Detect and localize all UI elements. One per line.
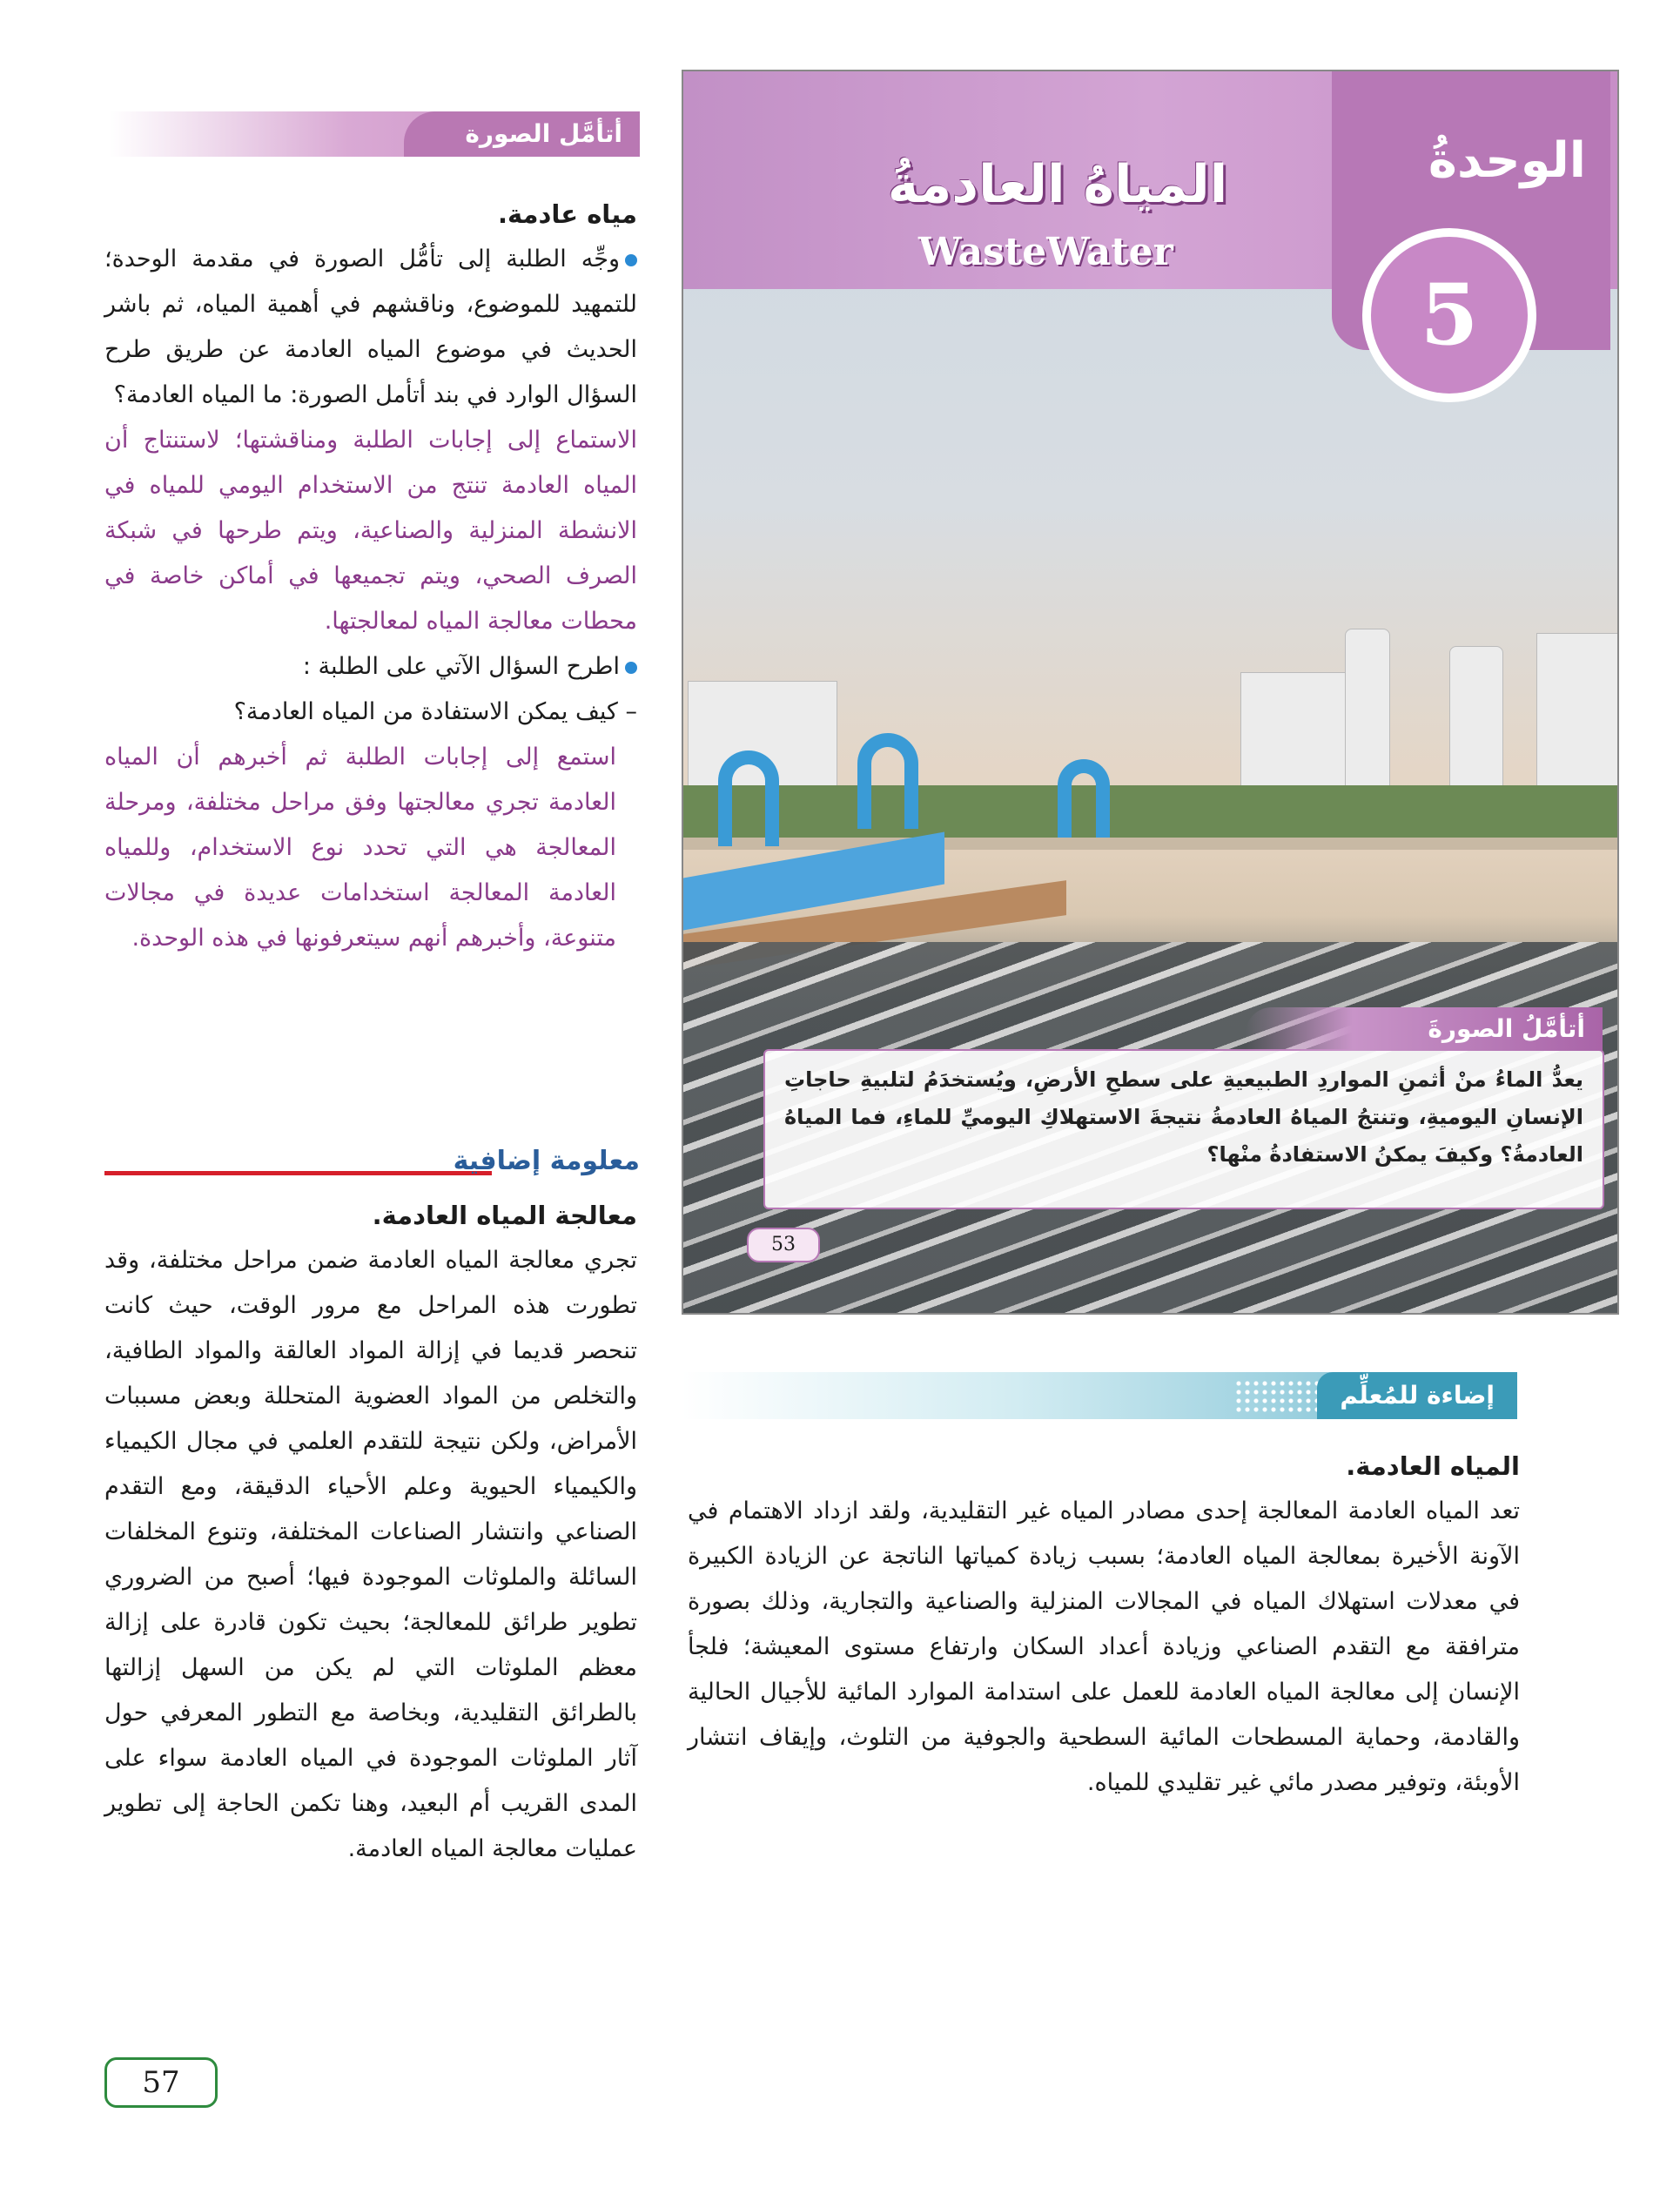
extra-info-header [104, 1146, 640, 1181]
page-number: 57 [104, 2057, 218, 2108]
section-heading: مياه عادمة. [497, 199, 637, 229]
section-ribbon-label: أتأمَّل الصورة [404, 111, 640, 157]
unit-word: الوحدةُ [1428, 132, 1586, 189]
intro-section [104, 192, 637, 961]
teacher-note-heading: المياه العادمة. [1346, 1451, 1520, 1481]
unit-title-english: WasteWater [918, 230, 1173, 274]
dots-decoration [1234, 1379, 1330, 1412]
teacher-note-header [682, 1372, 1517, 1419]
bullet-text-1: وجِّه الطلبة إلى تأمُّل الصورة في مقدمة الوحدة؛ للتمهيد للموضوع، وناقشهم في أهمية المياه، ثم باشر الحديث في موضوع المياه العادمة عن طريق طرح السؤال الوارد في بند أتأمل الصورة: ما المياه العادمة؟ [104, 246, 637, 408]
blue-pipe-2 [857, 733, 918, 829]
answer-paragraph-2: استمع إلى إجابات الطلبة ثم أخبرهم أن المياه العادمة تجري معالجتها وفق مراحل مختلفة، ومرحلة المعالجة هي التي تحدد نوع الاستخدام، وللمياه العادمة المعالجة استخدامات عديدة في مجالات متنوعة، وأخبرهم أنهم سيتعرفونها في هذه الوحدة. [104, 744, 616, 952]
unit-title: المياهُ العادمةُ [887, 154, 1228, 215]
picture-reflection-label: أتأمَّلُ الصورةَ [1428, 1014, 1585, 1043]
question-2: – كيف يمكن الاستفادة من المياه العادمة؟ [233, 698, 637, 725]
section-ribbon [109, 111, 640, 157]
picture-reflection-tab [1246, 1007, 1603, 1051]
bullet-text-2: اطرح السؤال الآتي على الطلبة : [302, 653, 620, 680]
tree-line [683, 785, 1617, 838]
extra-info-title: معلومة إضافية [453, 1146, 640, 1176]
extra-info-body: تجري معالجة المياه العادمة ضمن مراحل مختلفة، وقد تطورت هذه المراحل مع مرور الوقت، حيث كانت تنحصر قديما في إزالة المواد العالقة والمواد الطافية، والتخلص من المواد العضوية المتحللة وبعض مسببات الأمراض، ولكن نتيجة للتقدم العلمي في مجال الكيمياء والكيمياء الحيوية وعلم الأحياء الدقيقة، ومع التقدم الصناعي وانتشار الصناعات المختلفة، وتنوع المخلفات السائلة والملوثات الموجودة فيها؛ أصبح من الضروري تطوير طرائق للمعالجة؛ بحيث تكون قادرة على إزالة معظم الملوثات التي لم يكن من السهل إزالتها بالطرائق التقليدية، وبخاصة مع التطور المعرفي حول آثار الملوثات الموجودة في المياه العادمة سواء على المدى القريب أم البعيد، وهنا تكمن الحاجة إلى تطوير عمليات معالجة المياه العادمة. [104, 1247, 637, 1862]
tank-rim [683, 838, 1617, 850]
extra-info-heading: معالجة المياه العادمة. [372, 1201, 637, 1230]
unit-number-badge: 5 [1362, 228, 1536, 402]
bullet-instruction-2 [104, 644, 637, 690]
extra-info-section [104, 1193, 637, 1872]
teacher-note-section [688, 1444, 1520, 1806]
extra-info-rule [104, 1171, 492, 1175]
answer-paragraph-1: الاستماع إلى إجابات الطلبة ومناقشتها؛ لاستنتاج أن المياه العادمة تنتج من الاستخدام اليومي للمياه في الانشطة المنزلية والصناعية، ويتم طرحها في شبكة الصرف الصحي، ويتم تجميعها في أماكن خاصة في محطات معالجة المياه لمعالجتها. [104, 427, 637, 635]
teacher-note-title: إضاءة للمُعلِّم [1317, 1372, 1517, 1419]
bullet-instruction-1 [104, 237, 637, 418]
blue-pipe-1 [718, 750, 779, 846]
picture-reflection-text: يعدُّ الماءُ منْ أثمنِ المواردِ الطبيعيةِ على سطحِ الأرضِ، ويُستخدَمُ لتلبيةِ حاجاتِ الإنسانِ اليوميةِ، وتنتجُ المياهُ العادمةُ نتيجةَ الاستهلاكِ اليوميِّ للماءِ، فما المياهُ العادمةُ؟ وكيفَ يمكنُ الاستفادةُ منْها؟ [784, 1067, 1583, 1167]
blue-pipe-3 [1058, 759, 1110, 838]
picture-reflection-card [763, 1014, 1604, 1209]
student-book-page-number: 53 [747, 1228, 820, 1262]
teacher-note-body: تعد المياه العادمة المعالجة إحدى مصادر المياه غير التقليدية، ولقد ازداد الاهتمام في الآونة الأخيرة بمعالجة المياه العادمة؛ بسبب زيادة كمياتها الناتجة عن الزيادة الكبيرة في معدلات استهلاك المياه في المجالات المنزلية والصناعية والتجارية، وذلك بصورة مترافقة مع التقدم الصناعي وزيادة أعداد السكان وارتفاع مستوى المعيشة؛ فلجأ الإنسان إلى معالجة المياه العادمة للعمل على استدامة الموارد المائية للأجيال الحالية والقادمة، وحماية المسطحات المائية السطحية والجوفية من التلوث، وإيقاف انتشار الأوبئة، وتوفير مصدر مائي غير تقليدي للمياه. [688, 1497, 1520, 1796]
